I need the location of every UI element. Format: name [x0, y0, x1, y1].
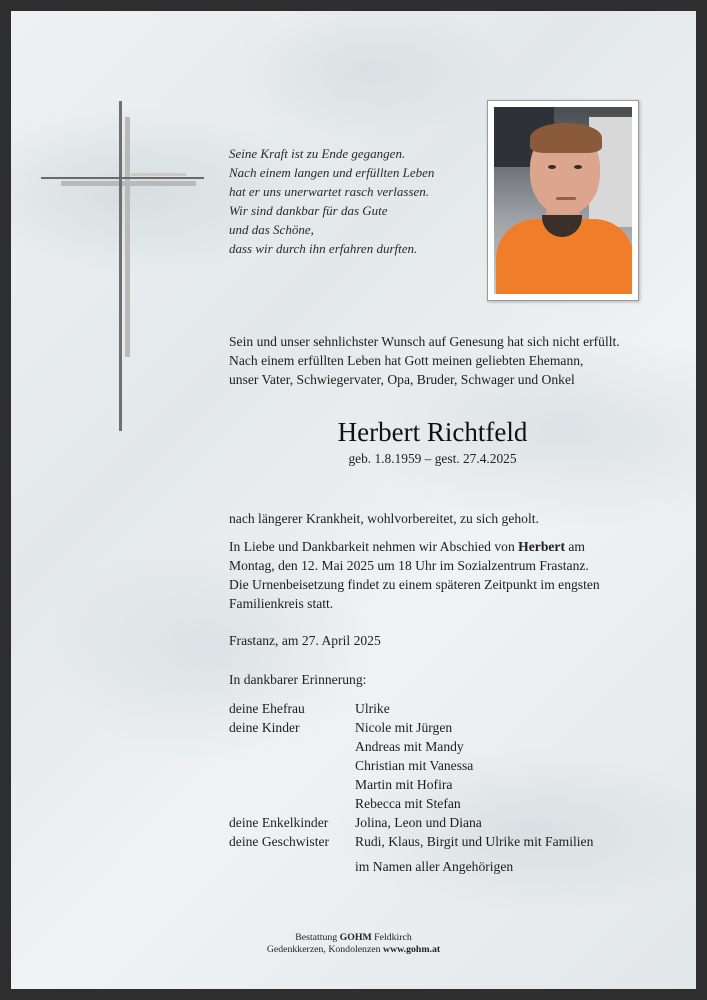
family-row [229, 813, 669, 832]
poem [229, 144, 479, 258]
footer-text: Bestattung [295, 932, 340, 943]
cross-shadow-horizontal [61, 181, 196, 186]
farewell-line: Familienkreis statt. [229, 596, 334, 611]
family-relation: deine Kinder [229, 720, 300, 735]
family-relation: deine Ehefrau [229, 701, 305, 716]
family-row [229, 756, 669, 775]
family-relation: deine Geschwister [229, 834, 330, 849]
farewell-text-part: In Liebe und Dankbarkeit nehmen wir Abschied von [229, 539, 519, 554]
taken-home-text: nach längerer Krankheit, wohlvorbereitet, zu sich geholt. [229, 511, 539, 526]
family-relation [229, 794, 355, 813]
poem-line: hat er uns unerwartet rasch verlassen. [229, 184, 430, 199]
farewell-line: Montag, den 12. Mai 2025 um 18 Uhr im Sozialzentrum Frastanz. [229, 558, 589, 573]
cross-highlight [131, 173, 186, 176]
family-row [229, 775, 669, 794]
family-names: Martin mit Hofira [355, 777, 453, 792]
family-list [229, 699, 669, 851]
family-relation [229, 775, 355, 794]
family-relation [229, 756, 355, 775]
footer [11, 932, 696, 956]
footer-brand: GOHM [339, 932, 372, 943]
closing-line: im Namen aller Angehörigen [355, 859, 514, 874]
poem-line: Nach einem langen und erfüllten Leben [229, 165, 435, 180]
family-names: Rebecca mit Stefan [355, 796, 461, 811]
intro-line: unser Vater, Schwiegervater, Opa, Bruder, Schwager und Onkel [229, 372, 575, 387]
life-dates: geb. 1.8.1959 – gest. 27.4.2025 [348, 451, 517, 466]
family-names: Christian mit Vanessa [355, 758, 474, 773]
portrait-photo [494, 107, 632, 294]
family-names: Rudi, Klaus, Birgit und Ulrike mit Familien [355, 834, 594, 849]
obituary-card [11, 11, 696, 989]
family-relation [229, 737, 355, 756]
poem-line: Wir sind dankbar für das Gute [229, 203, 388, 218]
family-row [229, 737, 669, 756]
poem-line: Seine Kraft ist zu Ende gegangen. [229, 146, 406, 161]
place-date: Frastanz, am 27. April 2025 [229, 633, 381, 648]
poem-line: dass wir durch ihn erfahren durften. [229, 241, 418, 256]
cross-beam-horizontal [41, 177, 204, 179]
family-row [229, 794, 669, 813]
intro-line: Sein und unser sehnlichster Wunsch auf Genesung hat sich nicht erfüllt. [229, 334, 620, 349]
intro-text [229, 332, 669, 389]
cross-beam-vertical [119, 101, 122, 431]
family-row [229, 718, 669, 737]
footer-funeral-home [11, 932, 696, 944]
farewell-text [229, 537, 669, 613]
portrait-photo-frame [487, 100, 639, 301]
farewell-name: Herbert [518, 539, 565, 554]
family-names: Nicole mit Jürgen [355, 720, 453, 735]
family-row [229, 832, 669, 851]
intro-line: Nach einem erfüllten Leben hat Gott meinen geliebten Ehemann, [229, 353, 584, 368]
deceased-name: Herbert Richtfeld [337, 417, 528, 447]
family-names: Ulrike [355, 701, 390, 716]
family-names: Jolina, Leon und Diana [355, 815, 482, 830]
farewell-line: Die Urnenbeisetzung findet zu einem späteren Zeitpunkt im engsten [229, 577, 600, 592]
family-relation: deine Enkelkinder [229, 815, 329, 830]
cross-shadow-vertical [125, 117, 130, 357]
family-row [229, 699, 669, 718]
family-names: Andreas mit Mandy [355, 739, 464, 754]
website-link[interactable]: www.gohm.at [383, 944, 441, 955]
farewell-text-part: am [564, 539, 585, 554]
footer-text: Feldkirch [371, 932, 412, 943]
footer-text: Gedenkkerzen, Kondolenzen [266, 944, 383, 955]
poem-line: und das Schöne, [229, 222, 314, 237]
memory-heading: In dankbarer Erinnerung: [229, 672, 367, 687]
footer-website [11, 944, 696, 956]
